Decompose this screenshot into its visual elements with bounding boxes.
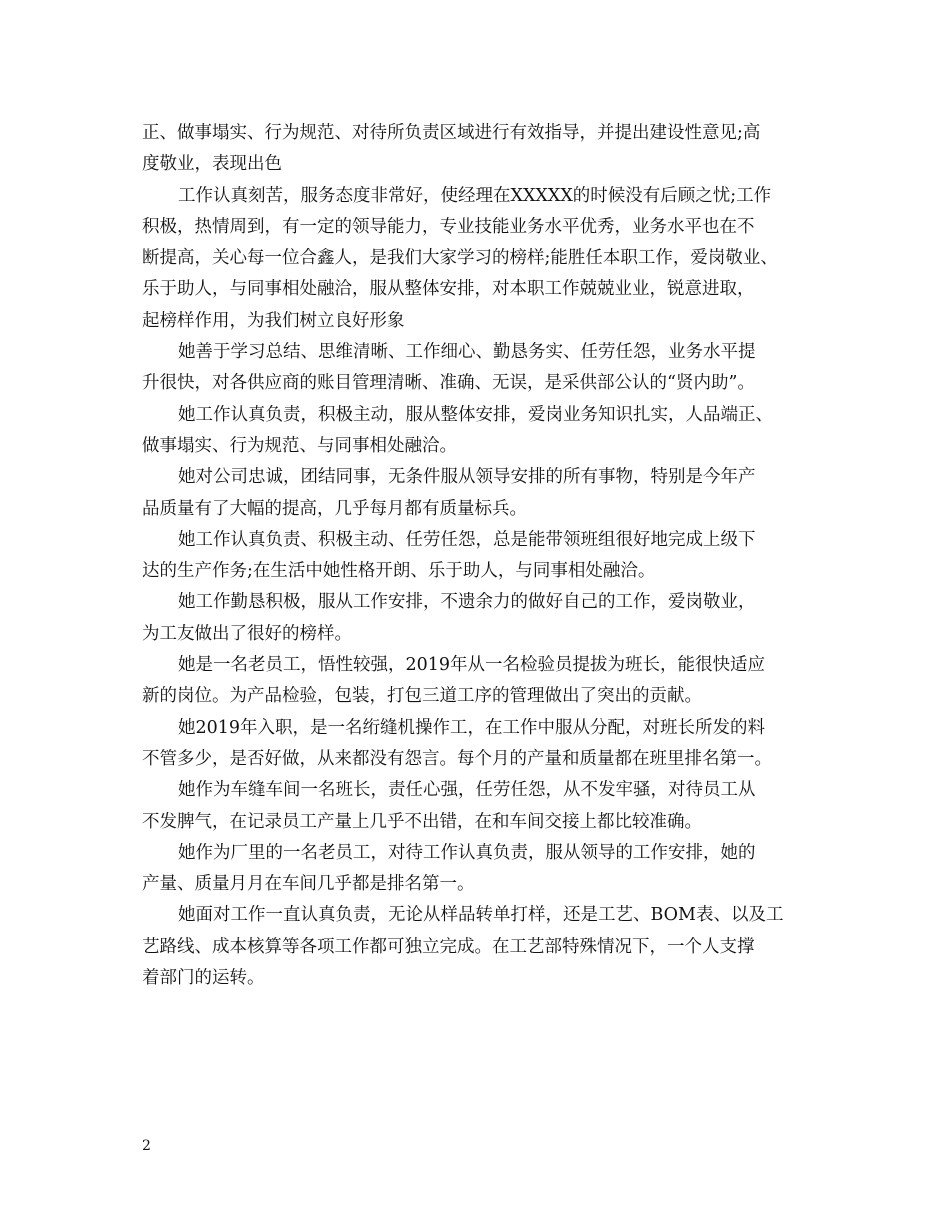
text-line: 乐于助人，与同事相处融洽，服从整体安排，对本职工作兢兢业业，锐意进取， <box>142 279 755 300</box>
text-line: 她面对工作一直认真负责，无论从样品转单打样，还是工艺、BOM表、以及工 <box>178 905 784 926</box>
text-line: 品质量有了大幅的提高，几乎每月都有质量标兵。 <box>142 498 527 519</box>
text-line: 艺路线、成本核算等各项工作都可独立完成。在工艺部特殊情况下，一个人支撑 <box>142 936 755 957</box>
text-line: 她2019年入职，是一名绗缝机操作工，在工作中服从分配，对班长所发的料 <box>178 717 766 738</box>
text-line: 断提高，关心每一位合鑫人，是我们大家学习的榜样;能胜任本职工作，爱岗敬业、 <box>142 248 778 269</box>
text-line: 着部门的运转。 <box>142 968 265 989</box>
text-line: 做事塌实、行为规范、与同事相处融洽。 <box>142 435 457 456</box>
text-line: 新的岗位。为产品检验，包装，打包三道工序的管理做出了突出的贡献。 <box>142 686 702 707</box>
text-line: 她工作认真负责、积极主动、任劳任怨，总是能带领班组很好地完成上级下 <box>178 529 756 550</box>
text-line: 正、做事塌实、行为规范、对待所负责区域进行有效指导，并提出建设性意见;高 <box>142 123 761 143</box>
document-body <box>142 118 832 994</box>
text-line: 她作为车缝车间一名班长，责任心强，任劳任怨，从不发牢骚，对待员工从 <box>178 780 756 801</box>
text-line: 工作认真刻苦，服务态度非常好，使经理在XXXXX的时候没有后顾之忧;工作 <box>178 185 772 206</box>
text-line: 她是一名老员工，悟性较强，2019年从一名检验员提拔为班长，能很快适应 <box>178 655 766 676</box>
text-line: 她善于学习总结、思维清晰、工作细心、勤恳务实、任劳任怨，业务水平提 <box>178 342 756 363</box>
text-line: 积极，热情周到，有一定的领导能力，专业技能业务水平优秀，业务水平也在不 <box>142 216 755 237</box>
text-line: 产量、质量月月在车间几乎都是排名第一。 <box>142 874 475 895</box>
text-line: 她作为厂里的一名老员工，对待工作认真负责，服从领导的工作安排，她的 <box>178 842 756 863</box>
text-line: 升很快，对各供应商的账目管理清晰、准确、无误，是采供部公认的“贤内助”。 <box>142 373 755 394</box>
text-line: 她工作认真负责，积极主动，服从整体安排，爱岗业务知识扎实，人品端正、 <box>178 404 773 425</box>
text-line: 她工作勤恳积极，服从工作安排，不遗余力的做好自己的工作，爱岗敬业， <box>178 592 756 613</box>
page-number: 2 <box>142 1138 151 1154</box>
text-line: 不管多少，是否好做，从来都没有怨言。每个月的产量和质量都在班里排名第一。 <box>142 748 772 769</box>
text-line: 度敬业，表现出色 <box>142 154 282 175</box>
text-line: 为工友做出了很好的榜样。 <box>142 623 352 644</box>
text-line: 达的生产作务;在生活中她性格开朗、乐于助人，与同事相处融洽。 <box>142 561 656 582</box>
text-line: 起榜样作用，为我们树立良好形象 <box>142 310 405 331</box>
text-line: 她对公司忠诚，团结同事，无条件服从领导安排的所有事物，特别是今年产 <box>178 467 756 488</box>
text-line: 不发脾气，在记录员工产量上几乎不出错，在和车间交接上都比较准确。 <box>142 811 702 832</box>
